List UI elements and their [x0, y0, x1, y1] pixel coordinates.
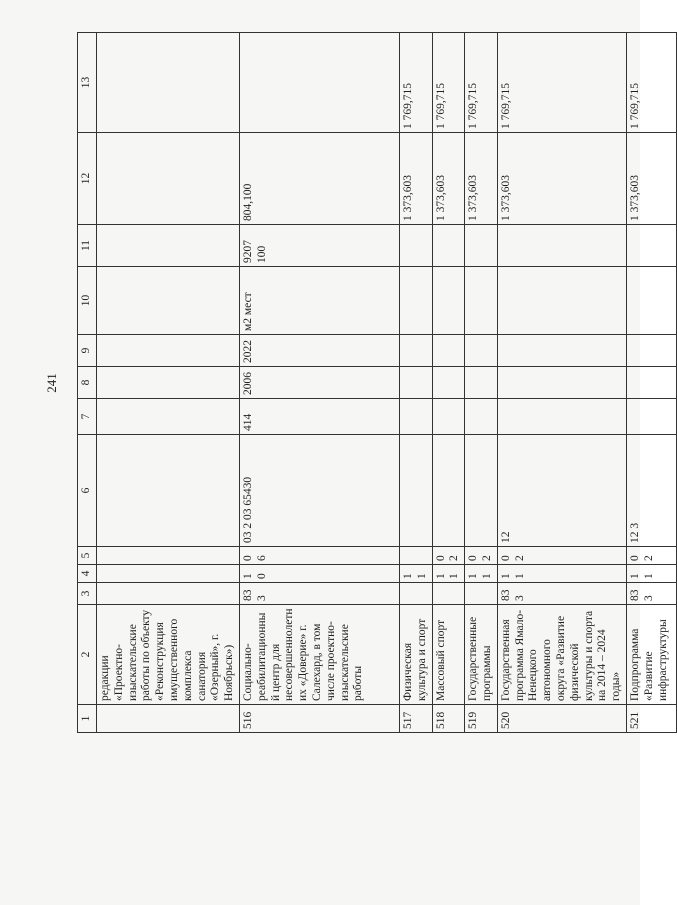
header-row [78, 33, 97, 733]
cell: 11 [432, 565, 465, 583]
cell-name: Подпрограмма «Развитие инфраструктуры [626, 605, 676, 705]
table-row [399, 33, 432, 733]
header-cell: 12 [78, 133, 97, 225]
cell: 12 3 [626, 435, 676, 547]
cell: 833 [626, 583, 676, 605]
cell-name: редакции «Проектно-изыскательские работы по объекту «Реконструкция имущественного комплекса санатория «Озерный», г. Ноябрьск») [97, 605, 240, 705]
table-row [497, 33, 626, 733]
cell [399, 583, 432, 605]
cell: 1 769,715 [497, 33, 626, 133]
cell: 02 [626, 547, 676, 565]
cell: 12 [497, 435, 626, 547]
cell: 02 [465, 547, 498, 565]
header-cell: 10 [78, 267, 97, 335]
cell [497, 399, 626, 435]
cell: 1 373,603 [465, 133, 498, 225]
cell [626, 399, 676, 435]
cell: 03 2 03 65430 [239, 435, 399, 547]
cell-name: Государственная программа Ямало-Ненецкого автономного округа «Развитие физической культуры и спорта на 2014 – 2024 годы» [497, 605, 626, 705]
cell-number [97, 705, 240, 733]
cell: 414 [239, 399, 399, 435]
cell [239, 33, 399, 133]
table-row [239, 33, 399, 733]
cell [626, 367, 676, 399]
table-row [97, 33, 240, 733]
cell: 804,100 [239, 133, 399, 225]
cell: 02 [432, 547, 465, 565]
cell [97, 565, 240, 583]
cell: 2022 [239, 335, 399, 367]
header-cell: 7 [78, 399, 97, 435]
cell [432, 267, 465, 335]
cell [432, 225, 465, 267]
cell [97, 133, 240, 225]
cell: 02 [497, 547, 626, 565]
cell: 1 769,715 [465, 33, 498, 133]
cell [399, 335, 432, 367]
cell: 1 769,715 [626, 33, 676, 133]
cell-number: 521 [626, 705, 676, 733]
cell-name: Государственные программы [465, 605, 498, 705]
cell [432, 583, 465, 605]
cell [399, 225, 432, 267]
cell: 1 373,603 [497, 133, 626, 225]
table-row [465, 33, 498, 733]
cell: 10 [239, 565, 399, 583]
cell: 1 373,603 [432, 133, 465, 225]
cell [465, 367, 498, 399]
cell-number: 520 [497, 705, 626, 733]
cell [97, 33, 240, 133]
header-cell: 2 [78, 605, 97, 705]
header-cell: 5 [78, 547, 97, 565]
cell-number: 519 [465, 705, 498, 733]
cell [399, 267, 432, 335]
header-cell: 11 [78, 225, 97, 267]
cell [497, 267, 626, 335]
cell-name: Социально-реабилитационный центр для несовершеннолетних «Доверие» г. Салехард, в том числе проектно-изыскательские работы [239, 605, 399, 705]
header-cell: 9 [78, 335, 97, 367]
cell: 833 [497, 583, 626, 605]
cell [97, 267, 240, 335]
cell [465, 583, 498, 605]
cell: 1 769,715 [432, 33, 465, 133]
header-cell: 6 [78, 435, 97, 547]
cell [97, 367, 240, 399]
cell [432, 399, 465, 435]
cell [399, 435, 432, 547]
cell [497, 335, 626, 367]
cell [399, 367, 432, 399]
cell: 1 373,603 [626, 133, 676, 225]
header-cell: 4 [78, 565, 97, 583]
cell [97, 399, 240, 435]
header-cell: 13 [78, 33, 97, 133]
rotated-table-container [77, 33, 669, 733]
cell [432, 367, 465, 399]
cell [97, 225, 240, 267]
cell-number: 516 [239, 705, 399, 733]
cell [626, 225, 676, 267]
cell [465, 267, 498, 335]
cell [465, 225, 498, 267]
cell: 11 [465, 565, 498, 583]
cell [465, 435, 498, 547]
cell-number: 517 [399, 705, 432, 733]
cell [465, 399, 498, 435]
cell: м2 мест [239, 267, 399, 335]
cell [97, 435, 240, 547]
cell-number: 518 [432, 705, 465, 733]
cell [399, 399, 432, 435]
header-cell: 3 [78, 583, 97, 605]
cell: 1 769,715 [399, 33, 432, 133]
cell: 1 373,603 [399, 133, 432, 225]
cell: 833 [239, 583, 399, 605]
cell: 11 [626, 565, 676, 583]
header-cell: 8 [78, 367, 97, 399]
cell [465, 335, 498, 367]
cell [497, 225, 626, 267]
cell [626, 267, 676, 335]
budget-table [77, 32, 677, 733]
cell: 2006 [239, 367, 399, 399]
cell [97, 335, 240, 367]
cell: 9207 100 [239, 225, 399, 267]
header-cell: 1 [78, 705, 97, 733]
cell [97, 583, 240, 605]
cell: 11 [497, 565, 626, 583]
table-row [432, 33, 465, 733]
cell: 11 [399, 565, 432, 583]
cell [399, 547, 432, 565]
cell: 06 [239, 547, 399, 565]
cell [497, 367, 626, 399]
cell-name: Физическая культура и спорт [399, 605, 432, 705]
cell-name: Массовый спорт [432, 605, 465, 705]
cell [432, 335, 465, 367]
cell [432, 435, 465, 547]
table-row [626, 33, 676, 733]
cell [97, 547, 240, 565]
page-number: 241 [44, 373, 59, 393]
cell [626, 335, 676, 367]
